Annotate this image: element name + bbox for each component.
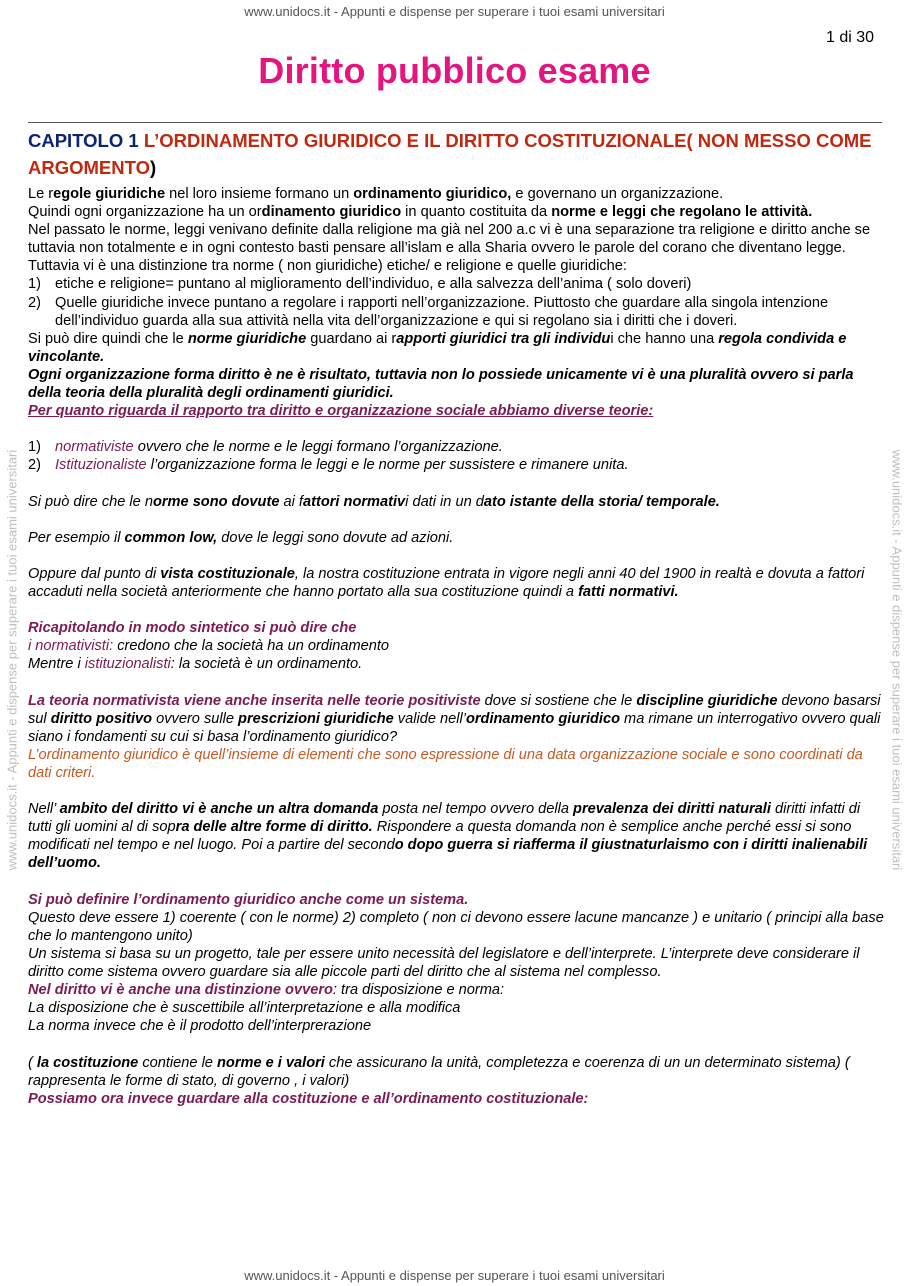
paragraph: ( la costituzione contiene le norme e i valori che assicurano la unità, completezza e coerenza di un un determinato sistema) ( rappresenta le forme di stato, di governo , i valori) <box>28 1054 850 1089</box>
recap-line: i normativisti: credono che la società ha un ordinamento <box>28 638 389 655</box>
watermark-side-right: www.unidocs.it - Appunti e dispense per superare i tuoi esami universitari <box>889 449 905 871</box>
list-item: 2) Quelle giuridiche invece puntano a regolare i rapporti nell’organizzazione. Piuttosto che guardare alla singola intenzione dell’individuo guarda alla sua attività nella vita dell’organizzazione e qui si regolano sia i diritti che i doveri. <box>28 294 829 329</box>
chapter-name: L’ORDINAMENTO GIURIDICO E IL DIRITTO COSTITUZIONALE( NON MESSO COME ARGOMENTO <box>28 130 872 178</box>
chapter-close: ) <box>149 157 157 178</box>
paragraph: Nel diritto vi è anche una distinzione ovvero: tra disposizione e norma: <box>28 982 505 999</box>
watermark-banner-top: www.unidocs.it - Appunti e dispense per superare i tuoi esami universitari <box>244 4 665 19</box>
chapter-number: CAPITOLO 1 <box>28 130 144 151</box>
document-title: Diritto pubblico esame <box>258 50 651 91</box>
paragraph: La norma invece che è il prodotto dell’interprerazione <box>28 1018 372 1035</box>
section-heading: Si può definire l’ordinamento giuridico anche come un sistema. <box>28 891 469 908</box>
paragraph: Tuttavia vi è una distinzione tra norme ( non giuridiche) etiche/ e religione e quelle giuridiche: <box>28 258 627 275</box>
paragraph: Per esempio il common low, dove le leggi sono dovute ad azioni. <box>28 529 454 546</box>
paragraph: Si può dire quindi che le norme giuridiche guardano ai rapporti giuridici tra gli individui che hanno una regola condivida e vincolante. <box>28 330 847 365</box>
section-heading: Possiamo ora invece guardare alla costituzione e all’ordinamento costituzionale: <box>28 1090 589 1107</box>
list-item: 2) Istituzionaliste l’organizzazione forma le leggi e le norme per sussistere e rimanere unita. <box>28 457 629 474</box>
paragraph: Questo deve essere 1) coerente ( con le norme) 2) completo ( non ci devono essere lacune mancanze ) e unitario ( principi alla base che lo mantengono unito) <box>28 909 884 944</box>
list-item: 1) normativiste ovvero che le norme e le leggi formano l’organizzazione. <box>28 439 503 456</box>
paragraph: L’ordinamento giuridico è quell’insieme di elementi che sono espressione di una data organizzazione sociale e sono coordinati da dati criteri. <box>28 746 863 781</box>
paragraph: Nell’ ambito del diritto vi è anche un altra domanda posta nel tempo ovvero della prevalenza dei diritti naturali diritti infatti di tutti gli uomini al di sopra delle altre forme di diritto. Rispondere a questa domanda non è semplice anche perché essi si sono modificati nel tempo e nel luogo. Poi a partire del secondo dopo guerra si riafferma il giustnaturlaismo con i diritti inalienabili dell’uomo. <box>28 801 868 872</box>
paragraph: Quindi ogni organizzazione ha un ordinamento giuridico in quanto costituita da norme e leggi che regolano le attività. <box>28 204 813 221</box>
paragraph: La disposizione che è suscettibile all’interpretazione e alla modifica <box>28 1000 461 1017</box>
recap-line: Mentre i istituzionalisti: la società è un ordinamento. <box>28 656 363 673</box>
paragraph: Un sistema si basa su un progetto, tale per essere unito necessità del legislatore e dell’interprete. L’interprete deve considerare il diritto come sistema ovvero guardare sia alle piccole parti del diritto che al sistema nel complesso. <box>28 945 860 981</box>
title-divider <box>28 122 882 123</box>
paragraph: Nel passato le norme, leggi venivano definite dalla religione ma già nel 200 a.c vi è una separazione tra religione e diritto anche se tuttavia non totalmente e in ogni contesto basti pensare all’islam e alla Sharia ovvero le parole del corano che diventano legge. <box>28 222 871 257</box>
recap-heading: Ricapitolando in modo sintetico si può dire che <box>28 620 357 637</box>
document-body <box>28 185 884 1108</box>
paragraph: Le regole giuridiche nel loro insieme formano un ordinamento giuridico, e governano un organizzazione. <box>28 186 724 202</box>
paragraph: La teoria normativista viene anche inserita nelle teorie positiviste dove si sostiene che le discipline giuridiche devono basarsi sul diritto positivo ovvero sulle prescrizioni giuridiche valide nell’ordinamento giuridico ma rimane un interrogativo ovvero quali siano i fondamenti su cui si basa l’ordinamento giuridico? <box>28 692 881 745</box>
paragraph: Ogni organizzazione forma diritto è ne è risultato, tuttavia non lo possiede unicamente vi è una pluralità ovvero si parla della teoria della pluralità degli ordinamenti giuridici. <box>28 366 854 402</box>
section-heading: Per quanto riguarda il rapporto tra diritto e organizzazione sociale abbiamo diverse teorie: <box>28 403 654 420</box>
chapter-heading <box>28 127 883 181</box>
page-number: 1 di 30 <box>826 29 875 46</box>
paragraph: Oppure dal punto di vista costituzionale, la nostra costituzione entrata in vigore negli anni 40 del 1900 in realtà e dovuta a fattori accaduti nella società anteriormente che hanno portato alla sua costituzione quindi a fatti normativi. <box>28 565 865 601</box>
paragraph: Si può dire che le norme sono dovute ai fattori normativi dati in un dato istante della storia/ temporale. <box>28 493 720 510</box>
list-item: 1) etiche e religione= puntano al miglioramento dell’individuo, e alla salvezza dell’anima ( solo doveri) <box>28 276 692 293</box>
watermark-side-left: www.unidocs.it - Appunti e dispense per superare i tuoi esami universitari <box>4 449 20 871</box>
watermark-banner-bottom: www.unidocs.it - Appunti e dispense per superare i tuoi esami universitari <box>244 1268 665 1283</box>
